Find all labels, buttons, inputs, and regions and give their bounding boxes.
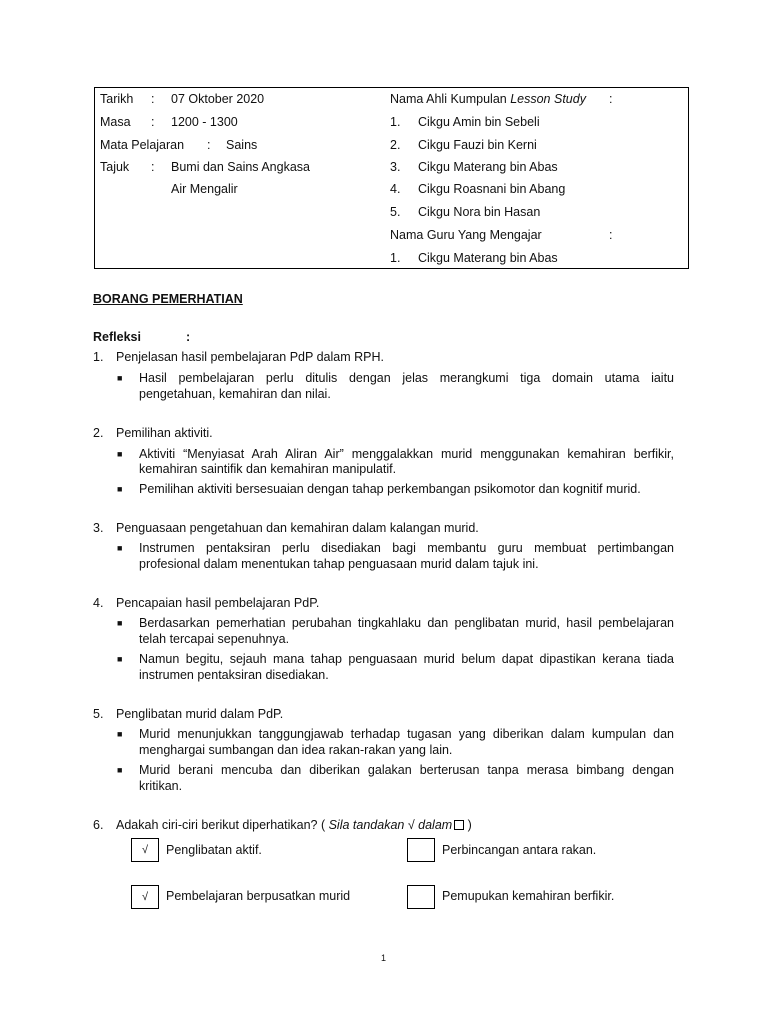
q6-close: ) [464,818,472,832]
item-title: Penguasaan pengetahuan dan kemahiran dalam kalangan murid. [116,521,479,535]
bullet-text-line: profesional dalam menentukan tahap penguasaan murid dalam tajuk ini. [139,557,539,571]
bullet-icon: ■ [117,654,123,664]
tarikh-label: Tarikh [100,92,134,106]
item-number: 4. [93,596,104,610]
tajuk-label: Tajuk [100,160,130,174]
bullet-text-line: Murid menunjukkan tanggungjawab terhadap tugasan yang diberikan dalam kumpulan dan [139,727,674,741]
guru-colon: : [609,228,613,242]
tajuk-value-2: Air Mengalir [171,182,238,196]
masa-value: 1200 - 1300 [171,115,238,129]
bullet-text-line: telah tercapai sepenuhnya. [139,632,290,646]
bullet-text-line: Berdasarkan pemerhatian perubahan tingkahlaku dan penglibatan murid, hasil pembelajaran [139,616,674,630]
bullet-text-line: pengetahuan, kemahiran dan nilai. [139,387,331,401]
guru-mengajar-label: Nama Guru Yang Mengajar [390,228,542,242]
member-num: 1. [390,115,401,129]
member-name: Cikgu Materang bin Abas [418,160,558,174]
masa-label: Masa [100,115,131,129]
tajuk-value-1: Bumi dan Sains Angkasa [171,160,310,174]
member-num: 3. [390,160,401,174]
bullet-icon: ■ [117,729,123,739]
q6-question [116,818,472,832]
checkbox-label: Perbincangan antara rakan. [442,843,597,857]
bullet-text-line: Pemilihan aktiviti bersesuaian dengan tahap perkembangan psikomotor dan kognitif murid. [139,482,641,496]
bullet-icon: ■ [117,765,123,775]
q6-text: Adakah ciri-ciri berikut diperhatikan? ( [116,818,329,832]
ahli-kumpulan-label [390,92,586,106]
bullet-text-line: menghargai sumbangan dan idea rakan-rakan yang lain. [139,743,453,757]
member-num: 2. [390,138,401,152]
refleksi-colon: : [186,330,191,344]
bullet-icon: ■ [117,543,123,553]
item-number: 5. [93,707,104,721]
checkbox-symbol-icon [454,820,464,830]
tarikh-value: 07 Oktober 2020 [171,92,265,106]
member-num: 4. [390,182,401,196]
bullet-text-line: Instrumen pentaksiran perlu disediakan bagi membantu guru membuat pertimbangan [139,541,674,555]
guru-name: Cikgu Materang bin Abas [418,251,558,265]
ahli-colon: : [609,92,613,106]
item-title: Pemilihan aktiviti. [116,426,213,440]
member-name: Cikgu Fauzi bin Kerni [418,138,537,152]
q6-instruction: Sila tandakan √ dalam [328,818,453,832]
bullet-text-line: kemahiran saintifik dan kemahiran manipulatif. [139,462,397,476]
checkbox-kemahiran-berfikir[interactable] [407,885,435,909]
checkbox-label: Penglibatan aktif. [166,843,262,857]
ahli-label-text: Nama Ahli Kumpulan [390,92,511,106]
member-num: 5. [390,205,401,219]
bullet-text-line: Murid berani mencuba dan diberikan galakan berterusan tanpa merasa bimbang dengan [139,763,674,777]
checkbox-label: Pemupukan kemahiran berfikir. [442,889,615,903]
item-number: 3. [93,521,104,535]
item-title: Penglibatan murid dalam PdP. [116,707,284,721]
checkbox-penglibatan-aktif[interactable]: √ [131,838,159,862]
page-number: 1 [381,953,387,963]
item-number: 6. [93,818,104,832]
bullet-text-line: kritikan. [139,779,183,793]
bullet-text-line: Hasil pembelajaran perlu ditulis dengan jelas merangkumi tiga domain utama iaitu [139,371,674,385]
item-title: Penjelasan hasil pembelajaran PdP dalam RPH. [116,350,384,364]
checkbox-label: Pembelajaran berpusatkan murid [166,889,351,903]
bullet-icon: ■ [117,484,123,494]
member-name: Cikgu Amin bin Sebeli [418,115,540,129]
guru-num: 1. [390,251,401,265]
item-number: 2. [93,426,104,440]
mata-pelajaran-value: Sains [226,138,258,152]
bullet-icon: ■ [117,449,123,459]
form-title: BORANG PEMERHATIAN [93,292,243,306]
ahli-label-italic: Lesson Study [510,92,586,106]
bullet-icon: ■ [117,373,123,383]
refleksi-label: Refleksi [93,330,141,344]
tarikh-colon: : [151,92,155,106]
bullet-text-line: Namun begitu, sejauh mana tahap penguasaan murid belum dapat dipastikan kerana tiada [139,652,674,666]
checkbox-berpusatkan-murid[interactable]: √ [131,885,159,909]
checkbox-perbincangan[interactable] [407,838,435,862]
mata-pelajaran-colon: : [207,138,211,152]
bullet-text-line: instrumen pentaksiran disediakan. [139,668,329,682]
member-name: Cikgu Nora bin Hasan [418,205,541,219]
mata-pelajaran-label: Mata Pelajaran [100,138,185,152]
bullet-text-line: Aktiviti “Menyiasat Arah Aliran Air” menggalakkan murid menggunakan kemahiran berfikir, [139,447,674,461]
masa-colon: : [151,115,155,129]
item-title: Pencapaian hasil pembelajaran PdP. [116,596,320,610]
tajuk-colon: : [151,160,155,174]
member-name: Cikgu Roasnani bin Abang [418,182,566,196]
item-number: 1. [93,350,104,364]
bullet-icon: ■ [117,618,123,628]
